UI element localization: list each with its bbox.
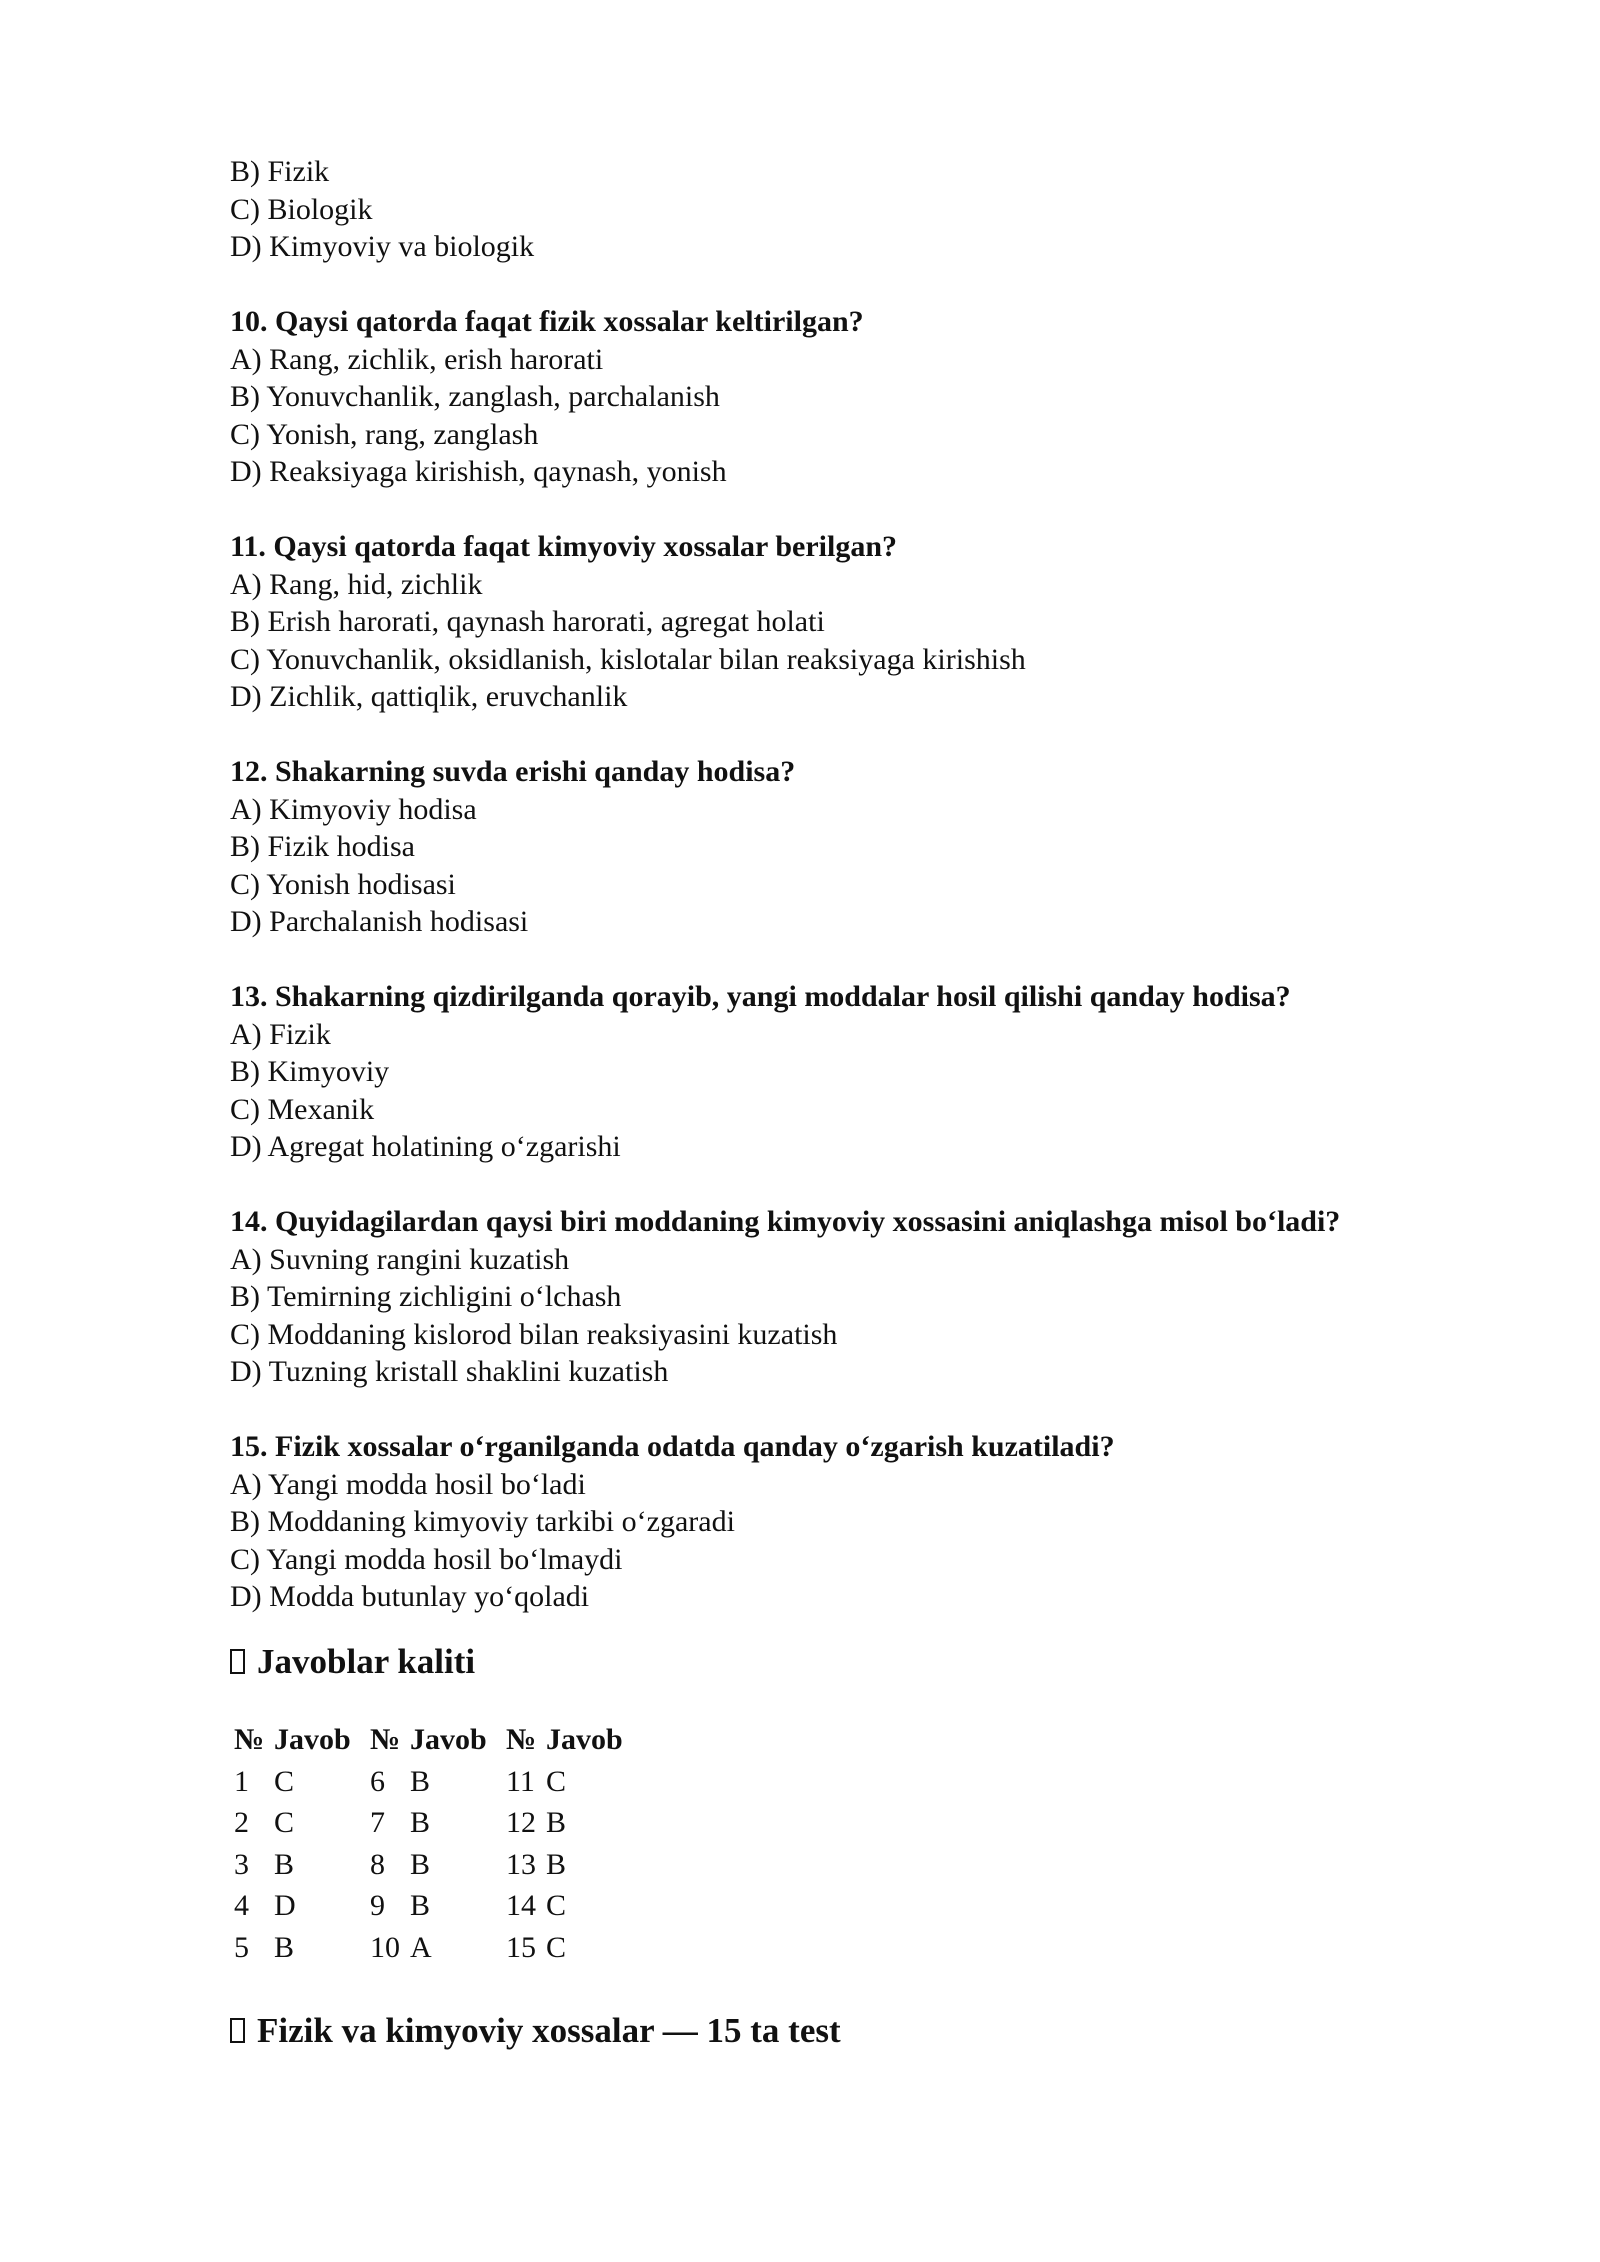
option-line: C) Yonuvchanlik, oksidlanish, kislotalar bilan reaksiyaga kirishish: [230, 642, 1026, 676]
table-cell: 15: [506, 1930, 536, 1964]
option-line: B) Erish harorati, qaynash harorati, agregat holati: [230, 605, 825, 638]
table-cell: 4: [234, 1889, 249, 1923]
section-title: Fizik va kimyoviy xossalar — 15 ta test: [257, 2010, 841, 2050]
question-title: 10. Qaysi qatorda faqat fizik xossalar keltirilgan?: [230, 305, 864, 338]
table-cell: 5: [234, 1930, 249, 1964]
table-cell: 14: [506, 1889, 536, 1923]
table-cell: B: [410, 1847, 431, 1881]
table-cell: B: [274, 1930, 295, 1964]
table-cell: B: [274, 1847, 295, 1881]
table-cell: B: [546, 1847, 567, 1881]
table-cell: C: [274, 1764, 295, 1798]
column-header: №: [234, 1723, 265, 1757]
table-cell: 1: [234, 1764, 249, 1798]
table-row: [230, 1886, 638, 1928]
document-content: [230, 153, 1520, 2053]
table-row: [230, 1761, 638, 1803]
question-10: [230, 303, 1520, 491]
option-line: A) Kimyoviy hodisa: [230, 792, 477, 826]
table-cell: 11: [506, 1764, 535, 1798]
option-line: C) Yangi modda hosil bo‘lmaydi: [230, 1542, 623, 1576]
section-heading: [230, 2009, 1520, 2053]
option-line: B) Moddaning kimyoviy tarkibi o‘zgaradi: [230, 1505, 735, 1538]
table-cell: B: [546, 1806, 567, 1840]
option-line: C) Moddaning kislorod bilan reaksiyasini kuzatish: [230, 1317, 838, 1351]
table-row: [230, 1927, 638, 1969]
option-line: D) Kimyoviy va biologik: [230, 230, 535, 263]
option-line: A) Suvning rangini kuzatish: [230, 1242, 570, 1276]
table-cell: 2: [234, 1806, 249, 1840]
table-cell: 13: [506, 1847, 536, 1881]
table-cell: A: [410, 1930, 432, 1964]
answer-key-title: Javoblar kaliti: [257, 1641, 476, 1681]
column-header: №: [506, 1723, 537, 1757]
answer-key-table: [230, 1720, 638, 1969]
table-cell: B: [410, 1889, 431, 1923]
table-cell: C: [546, 1889, 567, 1923]
missing-glyph-icon: [230, 2018, 245, 2043]
answer-key-heading: [230, 1640, 1520, 1684]
option-line: C) Mexanik: [230, 1092, 375, 1126]
option-line: A) Yangi modda hosil bo‘ladi: [230, 1467, 586, 1501]
option-line: C) Biologik: [230, 192, 373, 226]
column-header: №: [370, 1723, 401, 1757]
column-header: Javob: [546, 1723, 623, 1757]
previous-question-options: [230, 153, 1520, 266]
table-cell: B: [410, 1764, 431, 1798]
option-line: B) Fizik: [230, 155, 330, 188]
question-title: 11. Qaysi qatorda faqat kimyoviy xossalar berilgan?: [230, 530, 898, 563]
table-cell: 6: [370, 1764, 385, 1798]
table-cell: 9: [370, 1889, 385, 1923]
option-line: D) Zichlik, qattiqlik, eruvchanlik: [230, 680, 628, 713]
question-title: 12. Shakarning suvda erishi qanday hodisa?: [230, 755, 796, 788]
option-line: A) Rang, zichlik, erish harorati: [230, 342, 604, 376]
table-cell: C: [546, 1930, 567, 1964]
option-line: B) Fizik hodisa: [230, 830, 415, 863]
option-line: D) Reaksiyaga kirishish, qaynash, yonish: [230, 455, 727, 488]
table-cell: 12: [506, 1806, 536, 1840]
question-14: [230, 1203, 1520, 1391]
question-title: 14. Quyidagilardan qaysi biri moddaning kimyoviy xossasini aniqlashga misol bo‘ladi?: [230, 1205, 1341, 1238]
option-line: A) Rang, hid, zichlik: [230, 567, 483, 601]
question-12: [230, 753, 1520, 941]
table-header-row: [230, 1720, 638, 1762]
table-cell: C: [274, 1806, 295, 1840]
question-15: [230, 1428, 1520, 1616]
option-line: B) Yonuvchanlik, zanglash, parchalanish: [230, 380, 720, 413]
option-line: D) Tuzning kristall shaklini kuzatish: [230, 1355, 669, 1388]
option-line: D) Parchalanish hodisasi: [230, 905, 529, 938]
table-cell: 3: [234, 1847, 249, 1881]
table-cell: B: [410, 1806, 431, 1840]
option-line: D) Modda butunlay yo‘qoladi: [230, 1580, 590, 1613]
missing-glyph-icon: [230, 1649, 245, 1674]
table-cell: 7: [370, 1806, 385, 1840]
option-line: C) Yonish, rang, zanglash: [230, 417, 539, 451]
table-cell: 8: [370, 1847, 385, 1881]
table-cell: D: [274, 1889, 296, 1923]
table-row: [230, 1844, 638, 1886]
option-line: D) Agregat holatining o‘zgarishi: [230, 1130, 621, 1163]
table-cell: 10: [370, 1930, 400, 1964]
option-line: B) Kimyoviy: [230, 1055, 390, 1088]
question-title: 15. Fizik xossalar o‘rganilganda odatda qanday o‘zgarish kuzatiladi?: [230, 1430, 1115, 1463]
question-13: [230, 978, 1520, 1166]
option-line: A) Fizik: [230, 1017, 331, 1051]
table-cell: C: [546, 1764, 567, 1798]
table-row: [230, 1803, 638, 1845]
column-header: Javob: [410, 1723, 487, 1757]
option-line: B) Temirning zichligini o‘lchash: [230, 1280, 622, 1313]
option-line: C) Yonish hodisasi: [230, 867, 456, 901]
question-title: 13. Shakarning qizdirilganda qorayib, yangi moddalar hosil qilishi qanday hodisa?: [230, 980, 1291, 1013]
column-header: Javob: [274, 1723, 351, 1757]
question-11: [230, 528, 1520, 716]
